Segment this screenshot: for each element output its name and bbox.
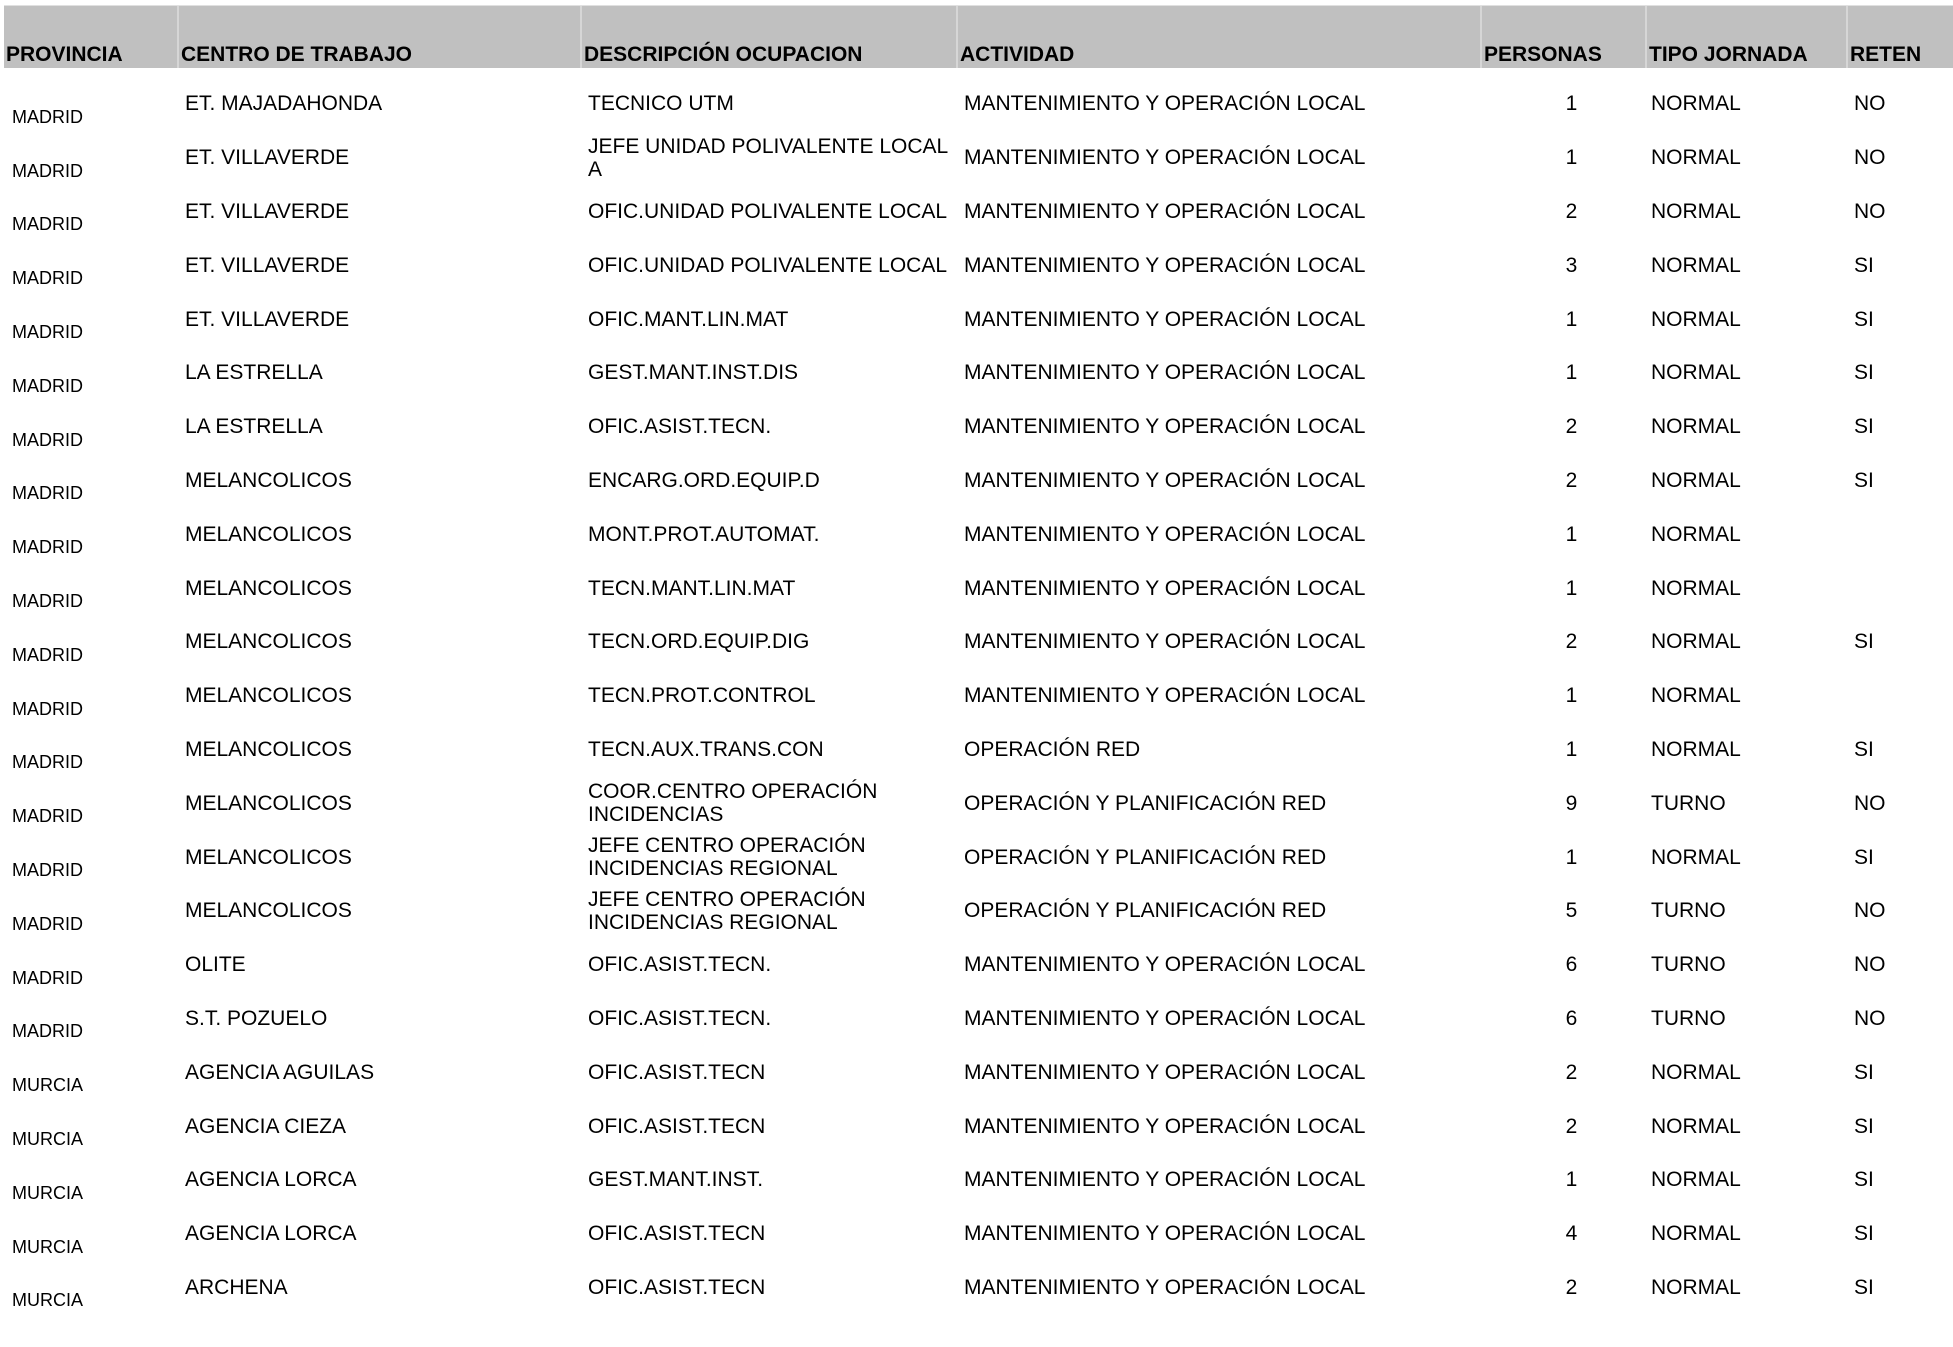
cell-reten: SI — [1854, 253, 1874, 277]
cell-reten: SI — [1854, 630, 1874, 654]
cell-tipo-jornada: NORMAL — [1651, 1114, 1741, 1138]
cell-actividad: MANTENIMIENTO Y OPERACIÓN LOCAL — [964, 199, 1366, 223]
cell-reten: NO — [1854, 1006, 1886, 1030]
cell-centro-de-trabajo: MELANCOLICOS — [185, 899, 352, 923]
cell-tipo-jornada: NORMAL — [1651, 415, 1741, 439]
cell-actividad: MANTENIMIENTO Y OPERACIÓN LOCAL — [964, 630, 1366, 654]
cell-centro-de-trabajo: MELANCOLICOS — [185, 468, 352, 492]
header-personas: PERSONAS — [1480, 6, 1645, 68]
cell-reten: SI — [1854, 845, 1874, 869]
cell-reten — [1854, 669, 1949, 723]
cell-personas: 6 — [1565, 1006, 1578, 1030]
cell-provincia: MADRID — [12, 644, 83, 665]
cell-centro-de-trabajo: LA ESTRELLA — [185, 361, 323, 385]
cell-actividad: MANTENIMIENTO Y OPERACIÓN LOCAL — [964, 1168, 1366, 1192]
cell-centro-de-trabajo: MELANCOLICOS — [185, 791, 352, 815]
cell-centro-de-trabajo: ET. VILLAVERDE — [185, 146, 350, 170]
cell-personas: 1 — [1565, 92, 1578, 116]
cell-descripcion-ocupacion: OFIC.ASIST.TECN — [588, 1114, 766, 1138]
cell-centro-de-trabajo: ET. MAJADAHONDA — [185, 92, 383, 116]
cell-actividad: MANTENIMIENTO Y OPERACIÓN LOCAL — [964, 1006, 1366, 1030]
cell-personas: 2 — [1565, 415, 1578, 439]
cell-tipo-jornada: NORMAL — [1651, 522, 1741, 546]
cell-descripcion-ocupacion: TECN.PROT.CONTROL — [588, 684, 816, 708]
cell-provincia: MADRID — [12, 806, 83, 827]
cell-actividad: MANTENIMIENTO Y OPERACIÓN LOCAL — [964, 1222, 1366, 1246]
table-row — [4, 1207, 1953, 1261]
cell-personas: 1 — [1565, 307, 1578, 331]
table-row — [4, 884, 1953, 938]
cell-centro-de-trabajo: MELANCOLICOS — [185, 576, 352, 600]
cell-reten: SI — [1854, 1114, 1874, 1138]
table-row — [4, 507, 1953, 561]
cell-descripcion-ocupacion: OFIC.ASIST.TECN — [588, 1222, 766, 1246]
cell-tipo-jornada: NORMAL — [1651, 684, 1741, 708]
table-row — [4, 77, 1953, 131]
cell-descripcion-ocupacion: GEST.MANT.INST. — [588, 1168, 764, 1192]
cell-reten: NO — [1854, 899, 1886, 923]
cell-personas: 2 — [1565, 199, 1578, 223]
cell-personas: 6 — [1565, 953, 1578, 977]
cell-actividad: OPERACIÓN RED — [964, 737, 1141, 761]
cell-reten: SI — [1854, 1060, 1874, 1084]
cell-tipo-jornada: NORMAL — [1651, 199, 1741, 223]
cell-actividad: MANTENIMIENTO Y OPERACIÓN LOCAL — [964, 522, 1366, 546]
cell-personas: 1 — [1565, 361, 1578, 385]
cell-provincia: MADRID — [12, 106, 83, 127]
cell-personas: 2 — [1565, 1060, 1578, 1084]
header-descripcion-ocupacion: DESCRIPCIÓN OCUPACION — [580, 6, 956, 68]
cell-tipo-jornada: TURNO — [1651, 953, 1726, 977]
cell-provincia: MADRID — [12, 214, 83, 235]
cell-personas: 2 — [1565, 468, 1578, 492]
table-row — [4, 400, 1953, 454]
cell-actividad: MANTENIMIENTO Y OPERACIÓN LOCAL — [964, 253, 1366, 277]
cell-centro-de-trabajo: MELANCOLICOS — [185, 630, 352, 654]
cell-descripcion-ocupacion: OFIC.ASIST.TECN — [588, 1275, 766, 1299]
cell-actividad: OPERACIÓN Y PLANIFICACIÓN RED — [964, 791, 1327, 815]
cell-reten: NO — [1854, 791, 1886, 815]
cell-actividad: MANTENIMIENTO Y OPERACIÓN LOCAL — [964, 307, 1366, 331]
cell-tipo-jornada: TURNO — [1651, 791, 1726, 815]
table-row — [4, 1153, 1953, 1207]
cell-personas: 2 — [1565, 1114, 1578, 1138]
cell-reten: NO — [1854, 146, 1886, 170]
table-row — [4, 615, 1953, 669]
cell-personas: 1 — [1565, 146, 1578, 170]
cell-descripcion-ocupacion: TECN.MANT.LIN.MAT — [588, 576, 796, 600]
cell-tipo-jornada: NORMAL — [1651, 361, 1741, 385]
cell-tipo-jornada: NORMAL — [1651, 146, 1741, 170]
cell-actividad: OPERACIÓN Y PLANIFICACIÓN RED — [964, 899, 1327, 923]
cell-reten: SI — [1854, 361, 1874, 385]
cell-tipo-jornada: NORMAL — [1651, 630, 1741, 654]
cell-centro-de-trabajo: ET. VILLAVERDE — [185, 307, 350, 331]
table-row — [4, 346, 1953, 400]
header-centro-de-trabajo: CENTRO DE TRABAJO — [177, 6, 580, 68]
cell-provincia: MADRID — [12, 590, 83, 611]
cell-personas: 1 — [1565, 737, 1578, 761]
cell-tipo-jornada: NORMAL — [1651, 845, 1741, 869]
cell-personas: 1 — [1565, 845, 1578, 869]
cell-provincia: MADRID — [12, 321, 83, 342]
cell-centro-de-trabajo: AGENCIA LORCA — [185, 1222, 357, 1246]
table-row — [4, 1099, 1953, 1153]
cell-descripcion-ocupacion: OFIC.MANT.LIN.MAT — [588, 307, 789, 331]
table-row — [4, 454, 1953, 508]
cell-personas: 2 — [1565, 630, 1578, 654]
cell-tipo-jornada: NORMAL — [1651, 253, 1741, 277]
cell-provincia: MADRID — [12, 375, 83, 396]
table-row — [4, 1045, 1953, 1099]
cell-provincia: MURCIA — [12, 1290, 83, 1311]
cell-descripcion-ocupacion: OFIC.ASIST.TECN — [588, 1060, 766, 1084]
cell-descripcion-ocupacion: OFIC.UNIDAD POLIVALENTE LOCAL — [588, 253, 948, 277]
cell-reten: SI — [1854, 415, 1874, 439]
cell-reten: SI — [1854, 1222, 1874, 1246]
table-row — [4, 830, 1953, 884]
cell-tipo-jornada: TURNO — [1651, 1006, 1726, 1030]
cell-descripcion-ocupacion: TECN.ORD.EQUIP.DIG — [588, 630, 810, 654]
cell-centro-de-trabajo: LA ESTRELLA — [185, 415, 323, 439]
cell-provincia: MADRID — [12, 160, 83, 181]
cell-centro-de-trabajo: AGENCIA AGUILAS — [185, 1060, 375, 1084]
cell-descripcion-ocupacion: OFIC.ASIST.TECN. — [588, 953, 772, 977]
cell-centro-de-trabajo: AGENCIA LORCA — [185, 1168, 357, 1192]
cell-reten: SI — [1854, 1168, 1874, 1192]
header-actividad: ACTIVIDAD — [956, 6, 1480, 68]
cell-tipo-jornada: NORMAL — [1651, 468, 1741, 492]
cell-centro-de-trabajo: MELANCOLICOS — [185, 737, 352, 761]
cell-tipo-jornada: NORMAL — [1651, 737, 1741, 761]
table-row — [4, 561, 1953, 615]
cell-tipo-jornada: NORMAL — [1651, 92, 1741, 116]
cell-descripcion-ocupacion: COOR.CENTRO OPERACIÓN INCIDENCIAS — [588, 780, 878, 827]
table-row — [4, 723, 1953, 777]
table-body — [4, 77, 1953, 1314]
cell-provincia: MADRID — [12, 1021, 83, 1042]
cell-tipo-jornada: TURNO — [1651, 899, 1726, 923]
cell-reten: SI — [1854, 737, 1874, 761]
cell-actividad: MANTENIMIENTO Y OPERACIÓN LOCAL — [964, 684, 1366, 708]
cell-descripcion-ocupacion: JEFE CENTRO OPERACIÓN INCIDENCIAS REGIONAL — [588, 887, 866, 934]
cell-provincia: MADRID — [12, 537, 83, 558]
cell-personas: 1 — [1565, 684, 1578, 708]
table-row — [4, 185, 1953, 239]
cell-provincia: MADRID — [12, 967, 83, 988]
table-row — [4, 669, 1953, 723]
cell-provincia: MADRID — [12, 913, 83, 934]
cell-tipo-jornada: NORMAL — [1651, 1060, 1741, 1084]
cell-provincia: MADRID — [12, 429, 83, 450]
cell-centro-de-trabajo: ET. VILLAVERDE — [185, 199, 350, 223]
cell-provincia: MADRID — [12, 268, 83, 289]
table-row — [4, 992, 1953, 1046]
cell-reten: SI — [1854, 307, 1874, 331]
cell-tipo-jornada: NORMAL — [1651, 1222, 1741, 1246]
cell-centro-de-trabajo: OLITE — [185, 953, 246, 977]
cell-personas: 5 — [1565, 899, 1578, 923]
cell-actividad: OPERACIÓN Y PLANIFICACIÓN RED — [964, 845, 1327, 869]
cell-descripcion-ocupacion: ENCARG.ORD.EQUIP.D — [588, 468, 820, 492]
cell-actividad: MANTENIMIENTO Y OPERACIÓN LOCAL — [964, 146, 1366, 170]
cell-personas: 1 — [1565, 522, 1578, 546]
cell-personas: 1 — [1565, 576, 1578, 600]
cell-personas: 3 — [1565, 253, 1578, 277]
header-reten: RETEN — [1846, 6, 1953, 68]
cell-tipo-jornada: NORMAL — [1651, 576, 1741, 600]
cell-actividad: MANTENIMIENTO Y OPERACIÓN LOCAL — [964, 1275, 1366, 1299]
cell-personas: 2 — [1565, 1275, 1578, 1299]
cell-descripcion-ocupacion: OFIC.ASIST.TECN. — [588, 1006, 772, 1030]
cell-descripcion-ocupacion: TECNICO UTM — [588, 92, 734, 116]
cell-centro-de-trabajo: ARCHENA — [185, 1275, 288, 1299]
cell-personas: 9 — [1565, 791, 1578, 815]
cell-provincia: MADRID — [12, 698, 83, 719]
table-row — [4, 131, 1953, 185]
cell-actividad: MANTENIMIENTO Y OPERACIÓN LOCAL — [964, 361, 1366, 385]
cell-tipo-jornada: NORMAL — [1651, 1275, 1741, 1299]
cell-descripcion-ocupacion: OFIC.UNIDAD POLIVALENTE LOCAL — [588, 199, 948, 223]
cell-centro-de-trabajo: MELANCOLICOS — [185, 845, 352, 869]
cell-centro-de-trabajo: MELANCOLICOS — [185, 684, 352, 708]
cell-actividad: MANTENIMIENTO Y OPERACIÓN LOCAL — [964, 92, 1366, 116]
cell-descripcion-ocupacion: GEST.MANT.INST.DIS — [588, 361, 799, 385]
cell-provincia: MURCIA — [12, 1128, 83, 1149]
cell-provincia: MURCIA — [12, 1075, 83, 1096]
table-row — [4, 938, 1953, 992]
cell-centro-de-trabajo: ET. VILLAVERDE — [185, 253, 350, 277]
cell-reten: NO — [1854, 199, 1886, 223]
cell-centro-de-trabajo: AGENCIA CIEZA — [185, 1114, 347, 1138]
cell-centro-de-trabajo: S.T. POZUELO — [185, 1006, 328, 1030]
cell-reten — [1854, 507, 1949, 561]
cell-personas: 4 — [1565, 1222, 1578, 1246]
cell-descripcion-ocupacion: JEFE UNIDAD POLIVALENTE LOCAL A — [588, 134, 949, 181]
cell-reten: SI — [1854, 468, 1874, 492]
table-row — [4, 238, 1953, 292]
cell-actividad: MANTENIMIENTO Y OPERACIÓN LOCAL — [964, 415, 1366, 439]
spreadsheet-table — [4, 5, 1953, 1314]
cell-provincia: MURCIA — [12, 1182, 83, 1203]
cell-provincia: MADRID — [12, 752, 83, 773]
table-row — [4, 776, 1953, 830]
cell-reten: SI — [1854, 1275, 1874, 1299]
cell-reten: NO — [1854, 92, 1886, 116]
cell-descripcion-ocupacion: MONT.PROT.AUTOMAT. — [588, 522, 820, 546]
cell-actividad: MANTENIMIENTO Y OPERACIÓN LOCAL — [964, 953, 1366, 977]
cell-actividad: MANTENIMIENTO Y OPERACIÓN LOCAL — [964, 1060, 1366, 1084]
cell-actividad: MANTENIMIENTO Y OPERACIÓN LOCAL — [964, 576, 1366, 600]
table-row — [4, 292, 1953, 346]
cell-reten — [1854, 561, 1949, 615]
cell-tipo-jornada: NORMAL — [1651, 307, 1741, 331]
cell-reten: NO — [1854, 953, 1886, 977]
cell-descripcion-ocupacion: TECN.AUX.TRANS.CON — [588, 737, 824, 761]
table-header-row — [4, 5, 1953, 68]
cell-personas: 1 — [1565, 1168, 1578, 1192]
header-tipo-jornada: TIPO JORNADA — [1645, 6, 1846, 68]
cell-actividad: MANTENIMIENTO Y OPERACIÓN LOCAL — [964, 468, 1366, 492]
cell-provincia: MADRID — [12, 859, 83, 880]
cell-descripcion-ocupacion: JEFE CENTRO OPERACIÓN INCIDENCIAS REGIONAL — [588, 834, 866, 881]
table-row — [4, 1261, 1953, 1315]
cell-tipo-jornada: NORMAL — [1651, 1168, 1741, 1192]
header-provincia: PROVINCIA — [6, 43, 123, 66]
cell-descripcion-ocupacion: OFIC.ASIST.TECN. — [588, 415, 772, 439]
cell-provincia: MADRID — [12, 483, 83, 504]
cell-provincia: MURCIA — [12, 1236, 83, 1257]
cell-centro-de-trabajo: MELANCOLICOS — [185, 522, 352, 546]
cell-actividad: MANTENIMIENTO Y OPERACIÓN LOCAL — [964, 1114, 1366, 1138]
